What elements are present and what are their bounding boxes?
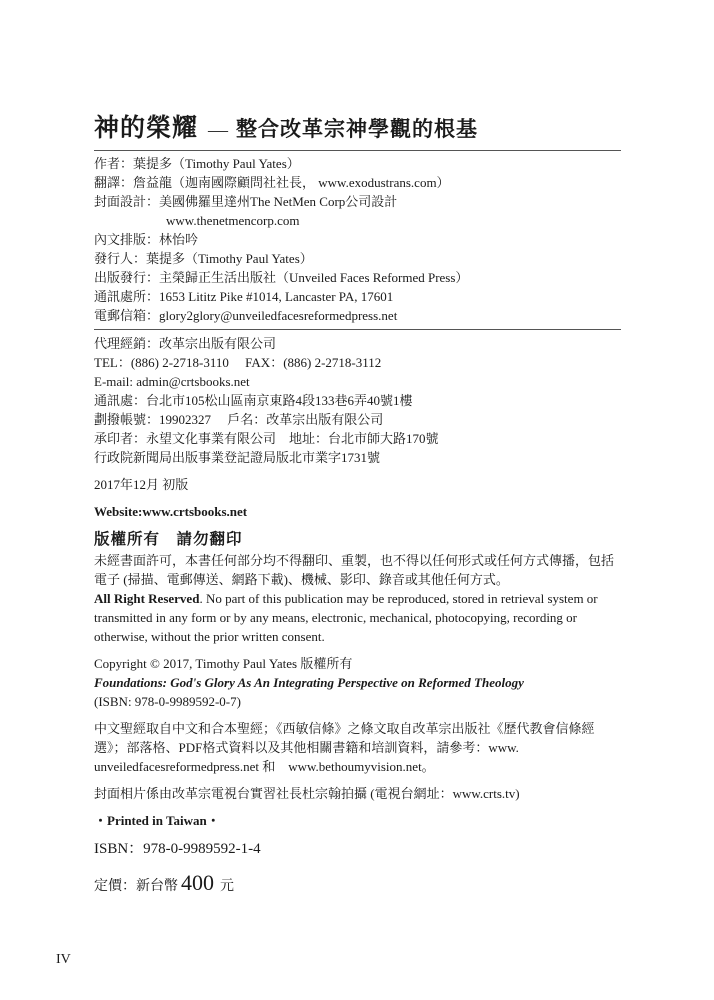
distributor-phone-fax: TEL：(886) 2-2718-3110 FAX：(886) 2-2718-3112 — [94, 355, 382, 370]
page-number: IV — [56, 952, 71, 967]
notice-english — [94, 589, 621, 646]
copyright-page — [94, 108, 621, 900]
distributor-address: 通訊處：台北市105松山區南京東路4段133巷6弄40號1樓 — [94, 393, 413, 408]
credit-address: 通訊處所：1653 Lititz Pike #1014, Lancaster PA, 17601 — [94, 289, 394, 304]
credit-author: 作者：葉提多（Timothy Paul Yates） — [94, 156, 300, 171]
edition: 2017年12月 初版 — [94, 477, 189, 492]
price — [94, 870, 621, 900]
credits-block — [94, 154, 621, 325]
printed-in: ・Printed in Taiwan・ — [94, 813, 220, 828]
credit-email: 電郵信箱：glory2glory@unveiledfacesreformedpress.net — [94, 308, 398, 323]
isbn: ISBN：978-0-9989592-1-4 — [94, 841, 261, 857]
distributor: 代理經銷：改革宗出版有限公司 — [94, 336, 277, 351]
title-subtitle: 整合改革宗神學觀的根基 — [236, 117, 479, 141]
bible-note: 中文聖經取自中文和合本聖經；《西敏信條》之條文取自改革宗出版社《歷代教會信條經選》；部落格、PDF格式資料以及其他相關書籍和培訓資料，請參考：www. unveiledfacesreformedpress.net 和 www.bethoumyvision.net。 — [94, 721, 595, 774]
notice-english-bold: All Right Reserved — [94, 591, 200, 606]
distributor-account: 劃撥帳號：19902327 戶名：改革宗出版有限公司 — [94, 412, 384, 427]
credit-cover-design: 封面設計：美國佛羅里達州The NetMen Corp公司設計 — [94, 194, 398, 209]
copyright-heading: 版權所有 請勿翻印 — [94, 531, 243, 548]
price-label: 定價：新台幣 — [94, 879, 178, 894]
title-dash: — — [208, 119, 229, 141]
photo-credit: 封面相片係由改革宗電視台實習社長杜宗翰拍攝 (電視台網址：www.crts.tv) — [94, 786, 520, 801]
original-title: Foundations: God's Glory As An Integrating Perspective on Reformed Theology — [94, 675, 524, 690]
notice-chinese: 未經書面許可，本書任何部分均不得翻印、重製，也不得以任何形式或任何方式傳播，包括電子 (掃描、電郵傳送、網路下載)、機械、影印、錄音或其他任何方式。 — [94, 553, 615, 587]
distribution-block — [94, 334, 621, 467]
original-isbn: (ISBN: 978-0-9989592-0-7) — [94, 694, 241, 709]
printer: 承印者：永望文化事業有限公司 地址：台北市師大路170號 — [94, 431, 439, 446]
notice-english-text: . No part of this publication may be reproduced, stored in retrieval system or transmitted in any form or by any means, electronic, mechanical, photocopying, recording or otherwise, without the prior written consent. — [94, 591, 598, 644]
copyright-line: Copyright © 2017, Timothy Paul Yates 版權所有 — [94, 656, 353, 671]
price-amount: 400 — [181, 870, 214, 895]
book-title — [94, 108, 621, 144]
price-unit: 元 — [220, 879, 234, 894]
website: Website:www.crtsbooks.net — [94, 504, 248, 519]
credit-publisher-person: 發行人：葉提多（Timothy Paul Yates） — [94, 251, 313, 266]
credit-translator: 翻譯：詹益龍（迦南國際顧問社社長， www.exodustrans.com） — [94, 175, 450, 190]
distributor-email: E-mail: admin@crtsbooks.net — [94, 374, 250, 389]
registration: 行政院新聞局出版事業登記證局版北市業字1731號 — [94, 450, 381, 465]
title-main: 神的榮耀 — [94, 115, 199, 142]
credit-publisher: 出版發行：主榮歸正生活出版社（Unveiled Faces Reformed Press） — [94, 270, 469, 285]
credit-cover-design-url: www.thenetmencorp.com — [166, 213, 300, 228]
divider-top — [94, 150, 621, 151]
credit-typesetting: 內文排版：林怡吟 — [94, 232, 199, 247]
divider-middle — [94, 329, 621, 330]
